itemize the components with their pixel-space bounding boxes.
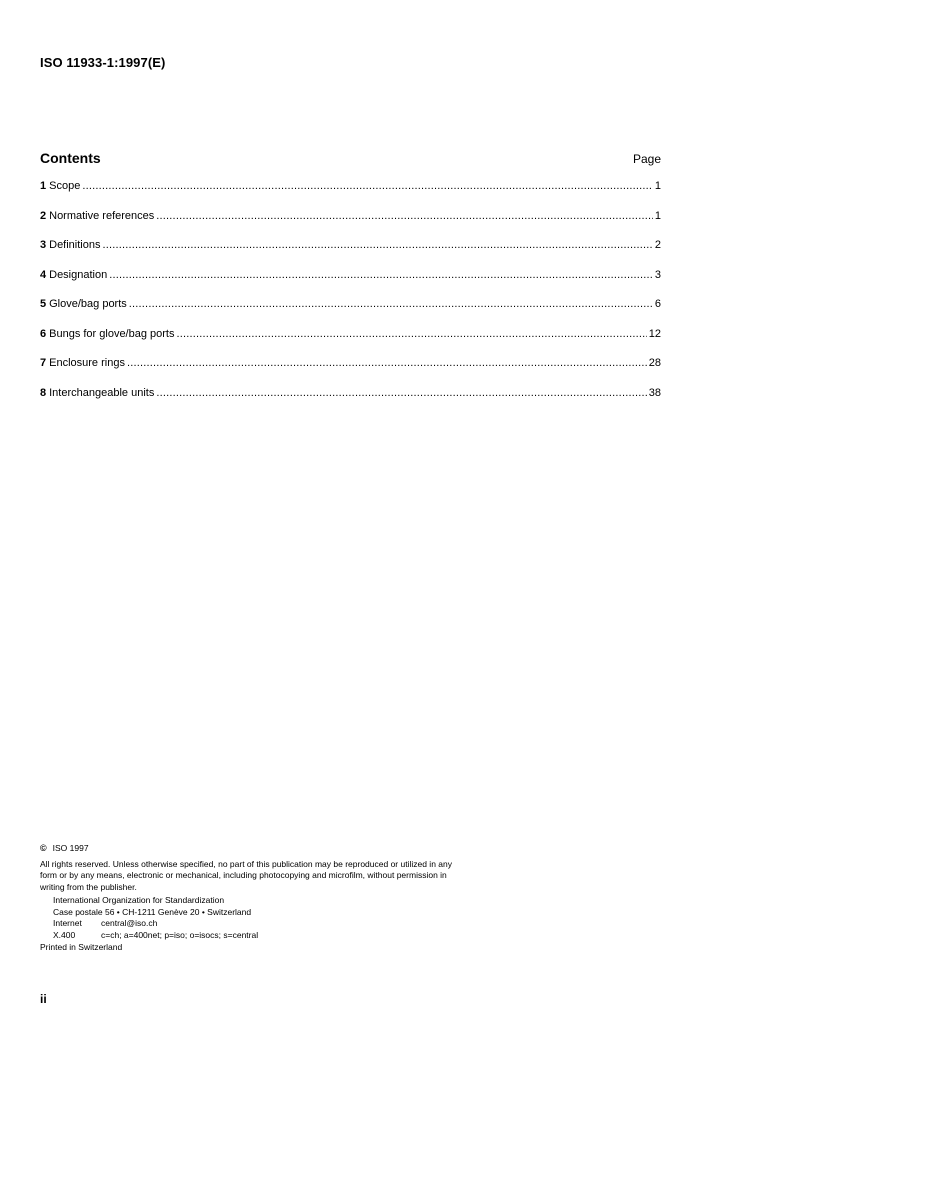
copyright-icon: © <box>40 843 47 853</box>
toc-leader-dots <box>156 387 646 399</box>
page-number: ii <box>40 992 47 1006</box>
table-of-contents <box>40 150 661 416</box>
toc-entry-scope[interactable] <box>40 180 661 210</box>
toc-entry-normative-references[interactable] <box>40 210 661 240</box>
toc-list <box>40 180 661 416</box>
toc-entry-page: 1 <box>654 209 661 222</box>
toc-entry-title: Scope <box>49 180 81 192</box>
toc-entry-title: Enclosure rings <box>49 357 125 369</box>
toc-entry-page: 3 <box>654 268 661 281</box>
toc-leader-dots <box>102 239 652 251</box>
toc-title: Contents <box>40 150 101 166</box>
toc-entry-title: Glove/bag ports <box>49 298 127 310</box>
copyright-block <box>40 843 460 954</box>
rights-statement: All rights reserved. Unless otherwise specified, no part of this publication may be reproduced or utilized in any form or by any means, electronic or mechanical, including photocopying and microfilm, without permission in writing from the publisher. <box>40 858 452 892</box>
toc-leader-dots <box>82 180 653 192</box>
toc-leader-dots <box>176 328 646 340</box>
x400-label: X.400 <box>53 929 76 940</box>
x400-row <box>53 930 460 942</box>
copyright-year: ISO 1997 <box>52 843 89 853</box>
toc-entry-definitions[interactable] <box>40 239 661 269</box>
toc-entry-number: 4 <box>40 268 47 281</box>
x400-value: c=ch; a=400net; p=iso; o=isocs; s=central <box>101 929 259 940</box>
toc-entry-designation[interactable] <box>40 269 661 299</box>
organization-info <box>40 895 460 941</box>
toc-leader-dots <box>129 298 653 310</box>
toc-entry-page: 28 <box>648 357 661 369</box>
toc-leader-dots <box>109 269 653 281</box>
toc-entry-title: Interchangeable units <box>49 386 155 399</box>
toc-entry-number: 8 <box>40 386 47 399</box>
toc-entry-number: 7 <box>40 357 47 369</box>
printed-in: Printed in Switzerland <box>40 942 123 952</box>
toc-entry-page: 1 <box>654 180 661 192</box>
toc-entry-title: Normative references <box>49 209 155 222</box>
toc-leader-dots <box>156 210 653 222</box>
toc-entry-number: 3 <box>40 239 47 251</box>
toc-entry-page: 2 <box>654 239 661 251</box>
organization-name: International Organization for Standardization <box>53 895 225 905</box>
toc-entry-number: 6 <box>40 327 47 340</box>
toc-entry-number: 2 <box>40 209 47 222</box>
document-id: ISO 11933-1:1997(E) <box>40 55 166 70</box>
toc-entry-bungs[interactable] <box>40 328 661 358</box>
toc-entry-glove-bag-ports[interactable] <box>40 298 661 328</box>
toc-leader-dots <box>127 357 647 369</box>
copyright-line <box>40 843 460 855</box>
toc-entry-page: 12 <box>648 327 661 340</box>
toc-header <box>40 150 661 172</box>
internet-row <box>53 918 460 930</box>
toc-page-label: Page <box>632 152 661 166</box>
toc-entry-title: Designation <box>49 268 108 281</box>
toc-entry-title: Bungs for glove/bag ports <box>49 327 175 340</box>
internet-label: Internet <box>53 918 82 928</box>
toc-entry-page: 38 <box>648 386 661 399</box>
toc-entry-title: Definitions <box>49 239 101 251</box>
toc-entry-page: 6 <box>654 298 661 310</box>
internet-value: central@iso.ch <box>101 918 158 928</box>
toc-entry-interchangeable-units[interactable] <box>40 387 661 417</box>
toc-entry-number: 1 <box>40 180 47 192</box>
toc-entry-number: 5 <box>40 298 47 310</box>
organization-address: Case postale 56 • CH-1211 Genève 20 • Switzerland <box>53 906 252 917</box>
toc-entry-enclosure-rings[interactable] <box>40 357 661 387</box>
